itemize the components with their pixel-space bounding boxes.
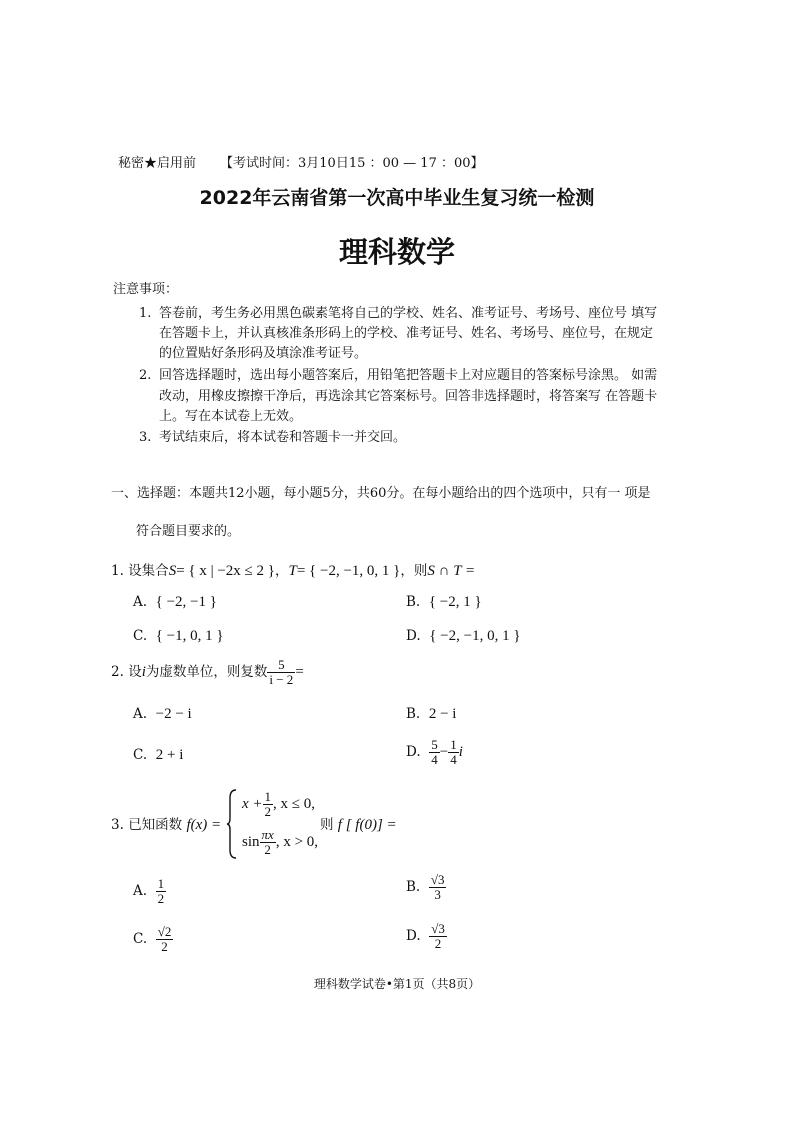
q3-option-b xyxy=(406,873,446,902)
fraction xyxy=(156,925,174,954)
notice-line: 回答选择题时，选出每小题答案后，用铅笔把答题卡上对应题目的答案标号涂黑。 如需 xyxy=(159,368,658,383)
question-text: 则 xyxy=(320,817,334,833)
section-heading-cont: 符合题目要求的。 xyxy=(136,524,241,539)
fraction xyxy=(429,873,447,902)
option-text: { −2, −1 } xyxy=(155,594,217,610)
fraction-numerator: √3 xyxy=(431,921,445,936)
fraction-numerator: 5 xyxy=(431,737,438,752)
fraction xyxy=(448,738,459,767)
punct: ， xyxy=(275,563,289,579)
question-3-tail xyxy=(320,813,397,834)
notice-item-1 xyxy=(139,302,657,321)
option-label: A. xyxy=(133,594,148,610)
fraction-denominator: 3 xyxy=(434,887,441,902)
math-symbol: T xyxy=(288,563,297,579)
math-symbol: i xyxy=(458,744,463,760)
notice-line: 的位置贴好条形码及填涂准考证号。 xyxy=(159,346,368,361)
question-number: 1. xyxy=(111,563,124,579)
q2-option-b xyxy=(406,706,456,723)
option-label: C. xyxy=(133,747,148,763)
fraction-denominator: 4 xyxy=(450,752,457,767)
question-text: 设集合 xyxy=(128,563,169,579)
section-heading: 一、选择题：本题共12小题，每小题5分，共60分。在每小题给出的四个选项中，只有一 项是 xyxy=(111,486,651,501)
option-text: 2 + i xyxy=(155,747,184,763)
question-1 xyxy=(111,559,475,580)
page-footer: 理科数学试卷•第1页（共8页） xyxy=(313,977,481,991)
fraction-denominator: i − 2 xyxy=(269,672,294,687)
fraction-numerator: 1 xyxy=(450,737,457,752)
fraction-numerator: 1 xyxy=(264,789,272,804)
notice-num: 1. xyxy=(139,306,152,321)
question-3-intro xyxy=(111,813,221,834)
q1-option-c xyxy=(133,628,224,645)
option-text: −2 − i xyxy=(155,706,192,722)
fraction-numerator: 5 xyxy=(267,658,295,673)
q2-option-d xyxy=(406,738,463,767)
option-label: A. xyxy=(133,706,148,722)
notice-line: 改动，用橡皮擦擦干净后，再选涂其它答案标号。回答非选择题时，将答案写 在答题卡 xyxy=(159,389,658,404)
fraction-denominator: 2 xyxy=(264,804,272,819)
option-text: { −2, −1, 0, 1 } xyxy=(429,628,521,644)
question-text: 设 xyxy=(128,664,142,680)
exam-subtitle: 2022年云南省第一次高中毕业生复习统一检测 xyxy=(199,187,595,209)
option-text: { −2, 1 } xyxy=(428,594,482,610)
notice-num: 2. xyxy=(139,368,152,383)
option-text: 2 − i xyxy=(428,706,457,722)
notice-line: 考试结束后，将本试卷和答题卡一并交回。 xyxy=(159,430,407,445)
math-expr: f(x) = xyxy=(186,817,222,833)
math-symbol: S xyxy=(168,563,177,579)
math-expr: S ∩ T = xyxy=(427,563,476,579)
math-expr: − xyxy=(439,744,449,760)
option-label: C. xyxy=(133,931,148,947)
math-symbol: i xyxy=(141,664,146,680)
fraction-numerator: √3 xyxy=(430,872,445,887)
math-expr: , x ≤ 0, xyxy=(273,796,316,812)
q1-option-d xyxy=(406,628,521,645)
q1-option-a xyxy=(133,594,217,611)
fraction-denominator: 4 xyxy=(431,752,438,767)
math-expr: sin xyxy=(242,834,260,850)
fraction xyxy=(267,658,295,687)
math-expr: = { x | −2x ≤ 2 } xyxy=(176,563,275,579)
notice-line: 在答题卡上，并认真核准条形码上的学校、准考证号、姓名、考场号、座位号，在规定 xyxy=(159,326,654,341)
option-label: B. xyxy=(406,706,421,722)
fraction-numerator: √2 xyxy=(157,924,172,939)
q3-option-d xyxy=(406,922,447,951)
brace-icon xyxy=(226,788,238,860)
q2-option-c xyxy=(133,747,183,764)
fraction xyxy=(429,738,440,767)
option-label: D. xyxy=(406,928,421,944)
math-expr: = { −2, −1, 0, 1 } xyxy=(296,563,401,579)
fraction-denominator: 2 xyxy=(157,891,165,906)
question-number: 3. xyxy=(111,817,124,833)
notice-line: 上。写在本试卷上无效。 xyxy=(159,409,303,424)
option-label: B. xyxy=(406,879,421,895)
option-text: { −1, 0, 1 } xyxy=(155,628,224,644)
option-label: B. xyxy=(406,594,421,610)
math-expr: = xyxy=(295,664,304,680)
notice-heading: 注意事项： xyxy=(113,282,179,297)
exam-time: 【考试时间：3月10日15 ：00 — 17 ：00】 xyxy=(220,156,484,171)
fraction xyxy=(260,828,276,857)
q2-option-a xyxy=(133,706,192,723)
option-label: D. xyxy=(406,628,421,644)
fraction xyxy=(263,790,274,819)
math-expr: x + xyxy=(242,796,263,812)
question-text: 已知函数 xyxy=(128,817,183,833)
fraction-denominator: 2 xyxy=(161,939,168,954)
notice-num: 3. xyxy=(139,430,152,445)
piecewise-case-2 xyxy=(242,828,318,857)
option-label: C. xyxy=(133,628,148,644)
exam-title: 理科数学 xyxy=(338,235,455,269)
q1-option-b xyxy=(406,594,482,611)
fraction-denominator: 2 xyxy=(264,842,271,857)
piecewise-case-1 xyxy=(242,790,315,819)
fraction-numerator: πx xyxy=(261,827,274,842)
fraction xyxy=(429,922,447,951)
option-label: A. xyxy=(133,883,148,899)
option-label: D. xyxy=(406,744,421,760)
exam-header xyxy=(118,152,484,171)
q3-option-a xyxy=(133,877,166,906)
fraction-denominator: 2 xyxy=(434,936,442,951)
math-expr: f [ f(0)] = xyxy=(337,817,397,833)
question-text: 为虚数单位，则复数 xyxy=(145,664,268,680)
q3-option-c xyxy=(133,925,173,954)
question-text: ，则 xyxy=(400,563,428,579)
secret-label: 秘密★启用前 xyxy=(118,156,197,171)
question-number: 2. xyxy=(111,664,124,680)
question-2 xyxy=(111,658,304,687)
math-expr: , x > 0, xyxy=(275,834,319,850)
fraction-numerator: 1 xyxy=(157,876,165,891)
notice-line: 答卷前，考生务必用黑色碳素笔将自己的学校、姓名、准考证号、考场号、座位号 填写 xyxy=(159,306,658,321)
fraction xyxy=(156,877,167,906)
notice-item-3 xyxy=(139,426,406,445)
notice-item-2 xyxy=(139,364,657,383)
